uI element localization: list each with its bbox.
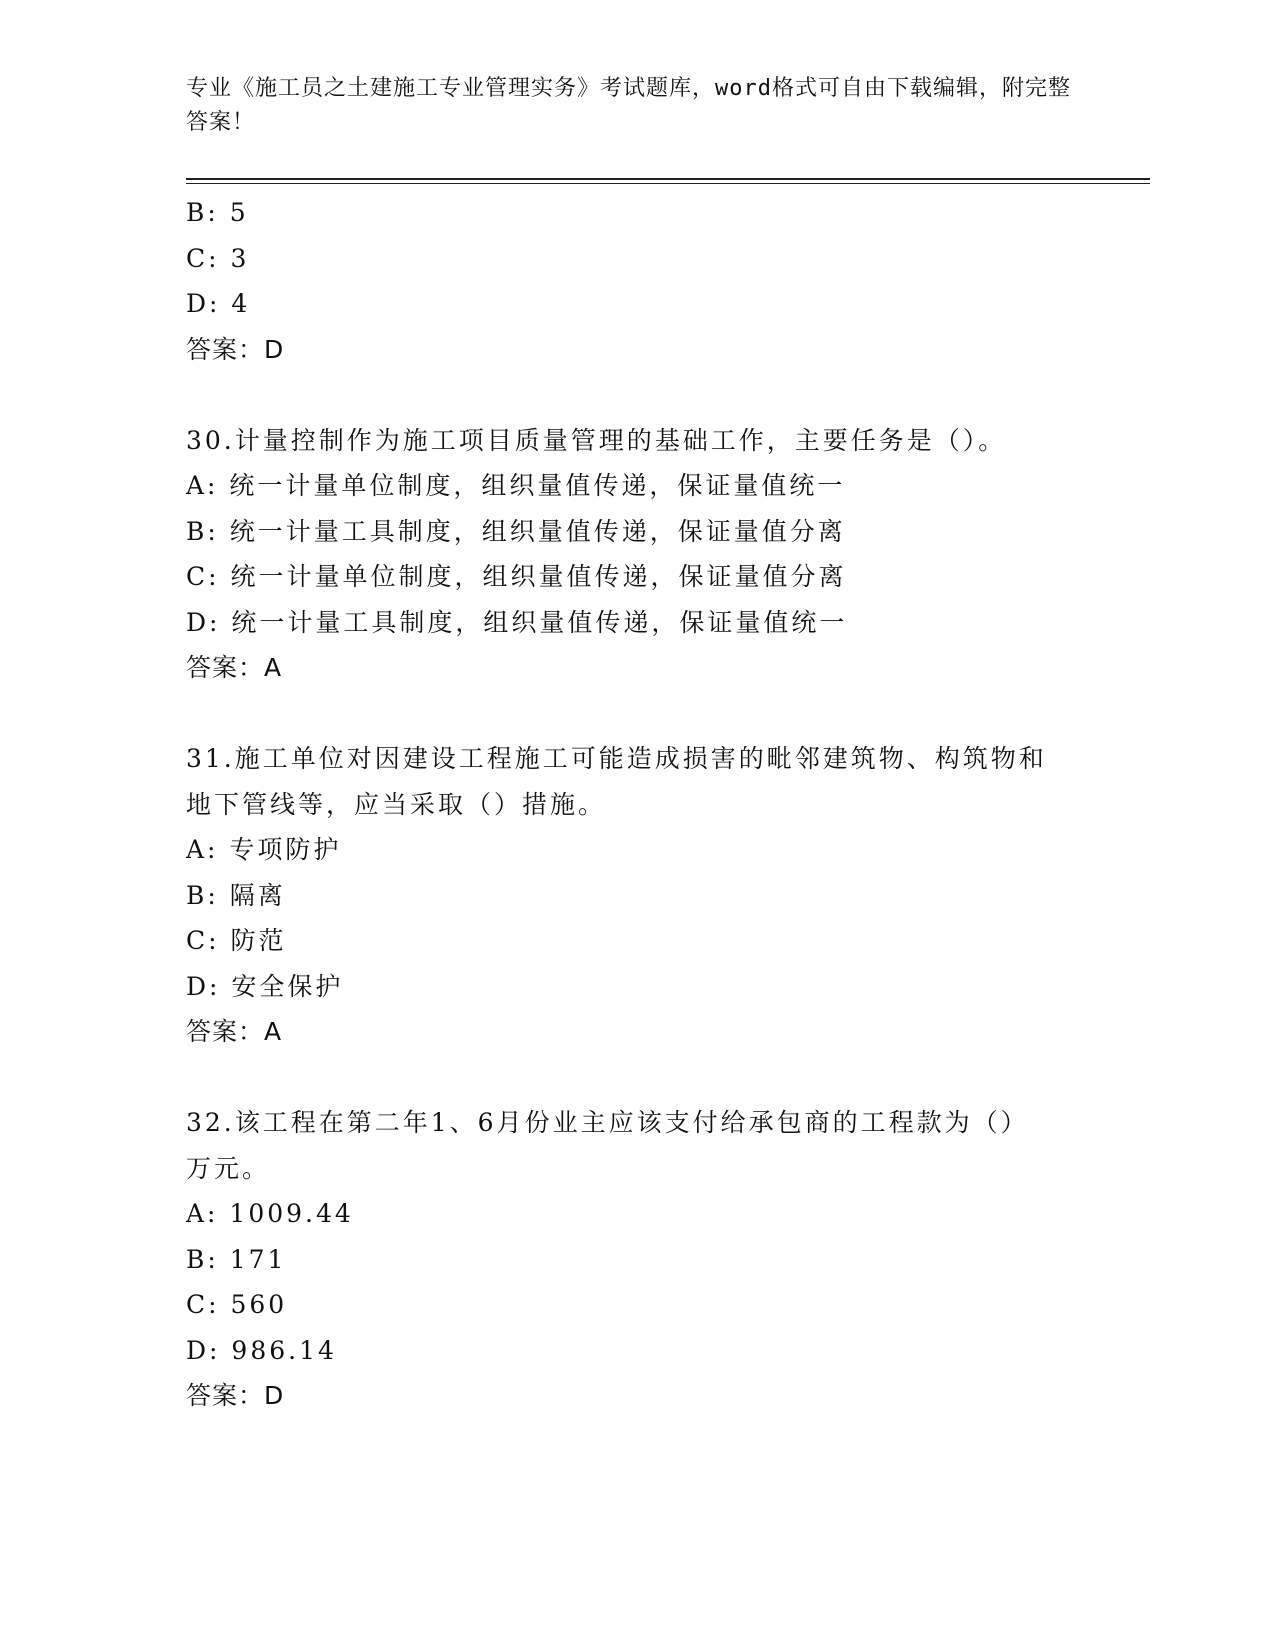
option-line: D: 4 xyxy=(186,289,251,318)
answer-line: 答案：D xyxy=(186,334,285,364)
document-header: 专业《施工员之土建施工专业管理实务》考试题库，word格式可自由下载编辑，附完整答案！ xyxy=(186,76,1071,135)
spacer xyxy=(186,691,1086,737)
answer-line: 答案：D xyxy=(186,1381,285,1410)
header-divider-thick xyxy=(186,178,1150,180)
carryover-question xyxy=(186,190,1086,372)
option-line: D: 986.14 xyxy=(186,1335,337,1365)
header-divider-thin xyxy=(186,183,1150,184)
option-line: C: 统一计量单位制度，组织量值传递，保证量值分离 xyxy=(186,562,847,591)
answer-line: 答案：A xyxy=(186,1017,283,1046)
option-line: A: 专项防护 xyxy=(186,835,342,864)
option-line: B: 171 xyxy=(186,1244,287,1274)
question-text: 30.计量控制作为施工项目质量管理的基础工作，主要任务是（）。 xyxy=(186,425,1007,455)
option-line: C: 560 xyxy=(186,1290,288,1319)
question-text: 31.施工单位对因建设工程施工可能造成损害的毗邻建筑物、构筑物和 xyxy=(186,744,1047,773)
option-line: A: 统一计量单位制度，组织量值传递，保证量值统一 xyxy=(186,471,846,500)
question-text: 32.该工程在第二年1、6月份业主应该支付给承包商的工程款为（） xyxy=(186,1108,1029,1137)
spacer xyxy=(186,372,1086,418)
option-line: D: 安全保护 xyxy=(186,971,344,1001)
question-text-continued: 万元。 xyxy=(186,1153,271,1183)
answer-line: 答案：A xyxy=(186,653,283,682)
question-text-continued: 地下管线等，应当采取（）措施。 xyxy=(186,789,607,819)
option-line: C: 防范 xyxy=(186,926,287,955)
spacer xyxy=(186,1055,1086,1101)
option-line: C: 3 xyxy=(186,243,250,273)
option-line: A: 1009.44 xyxy=(186,1199,354,1228)
option-line: D: 统一计量工具制度，组织量值传递，保证量值统一 xyxy=(186,607,848,637)
option-line: B: 隔离 xyxy=(186,880,286,910)
question-32 xyxy=(186,1100,1086,1419)
question-31 xyxy=(186,736,1086,1055)
option-line: B: 5 xyxy=(186,198,249,227)
question-30 xyxy=(186,418,1086,691)
option-line: B: 统一计量工具制度，组织量值传递，保证量值分离 xyxy=(186,516,846,546)
question-content xyxy=(186,190,1086,1419)
